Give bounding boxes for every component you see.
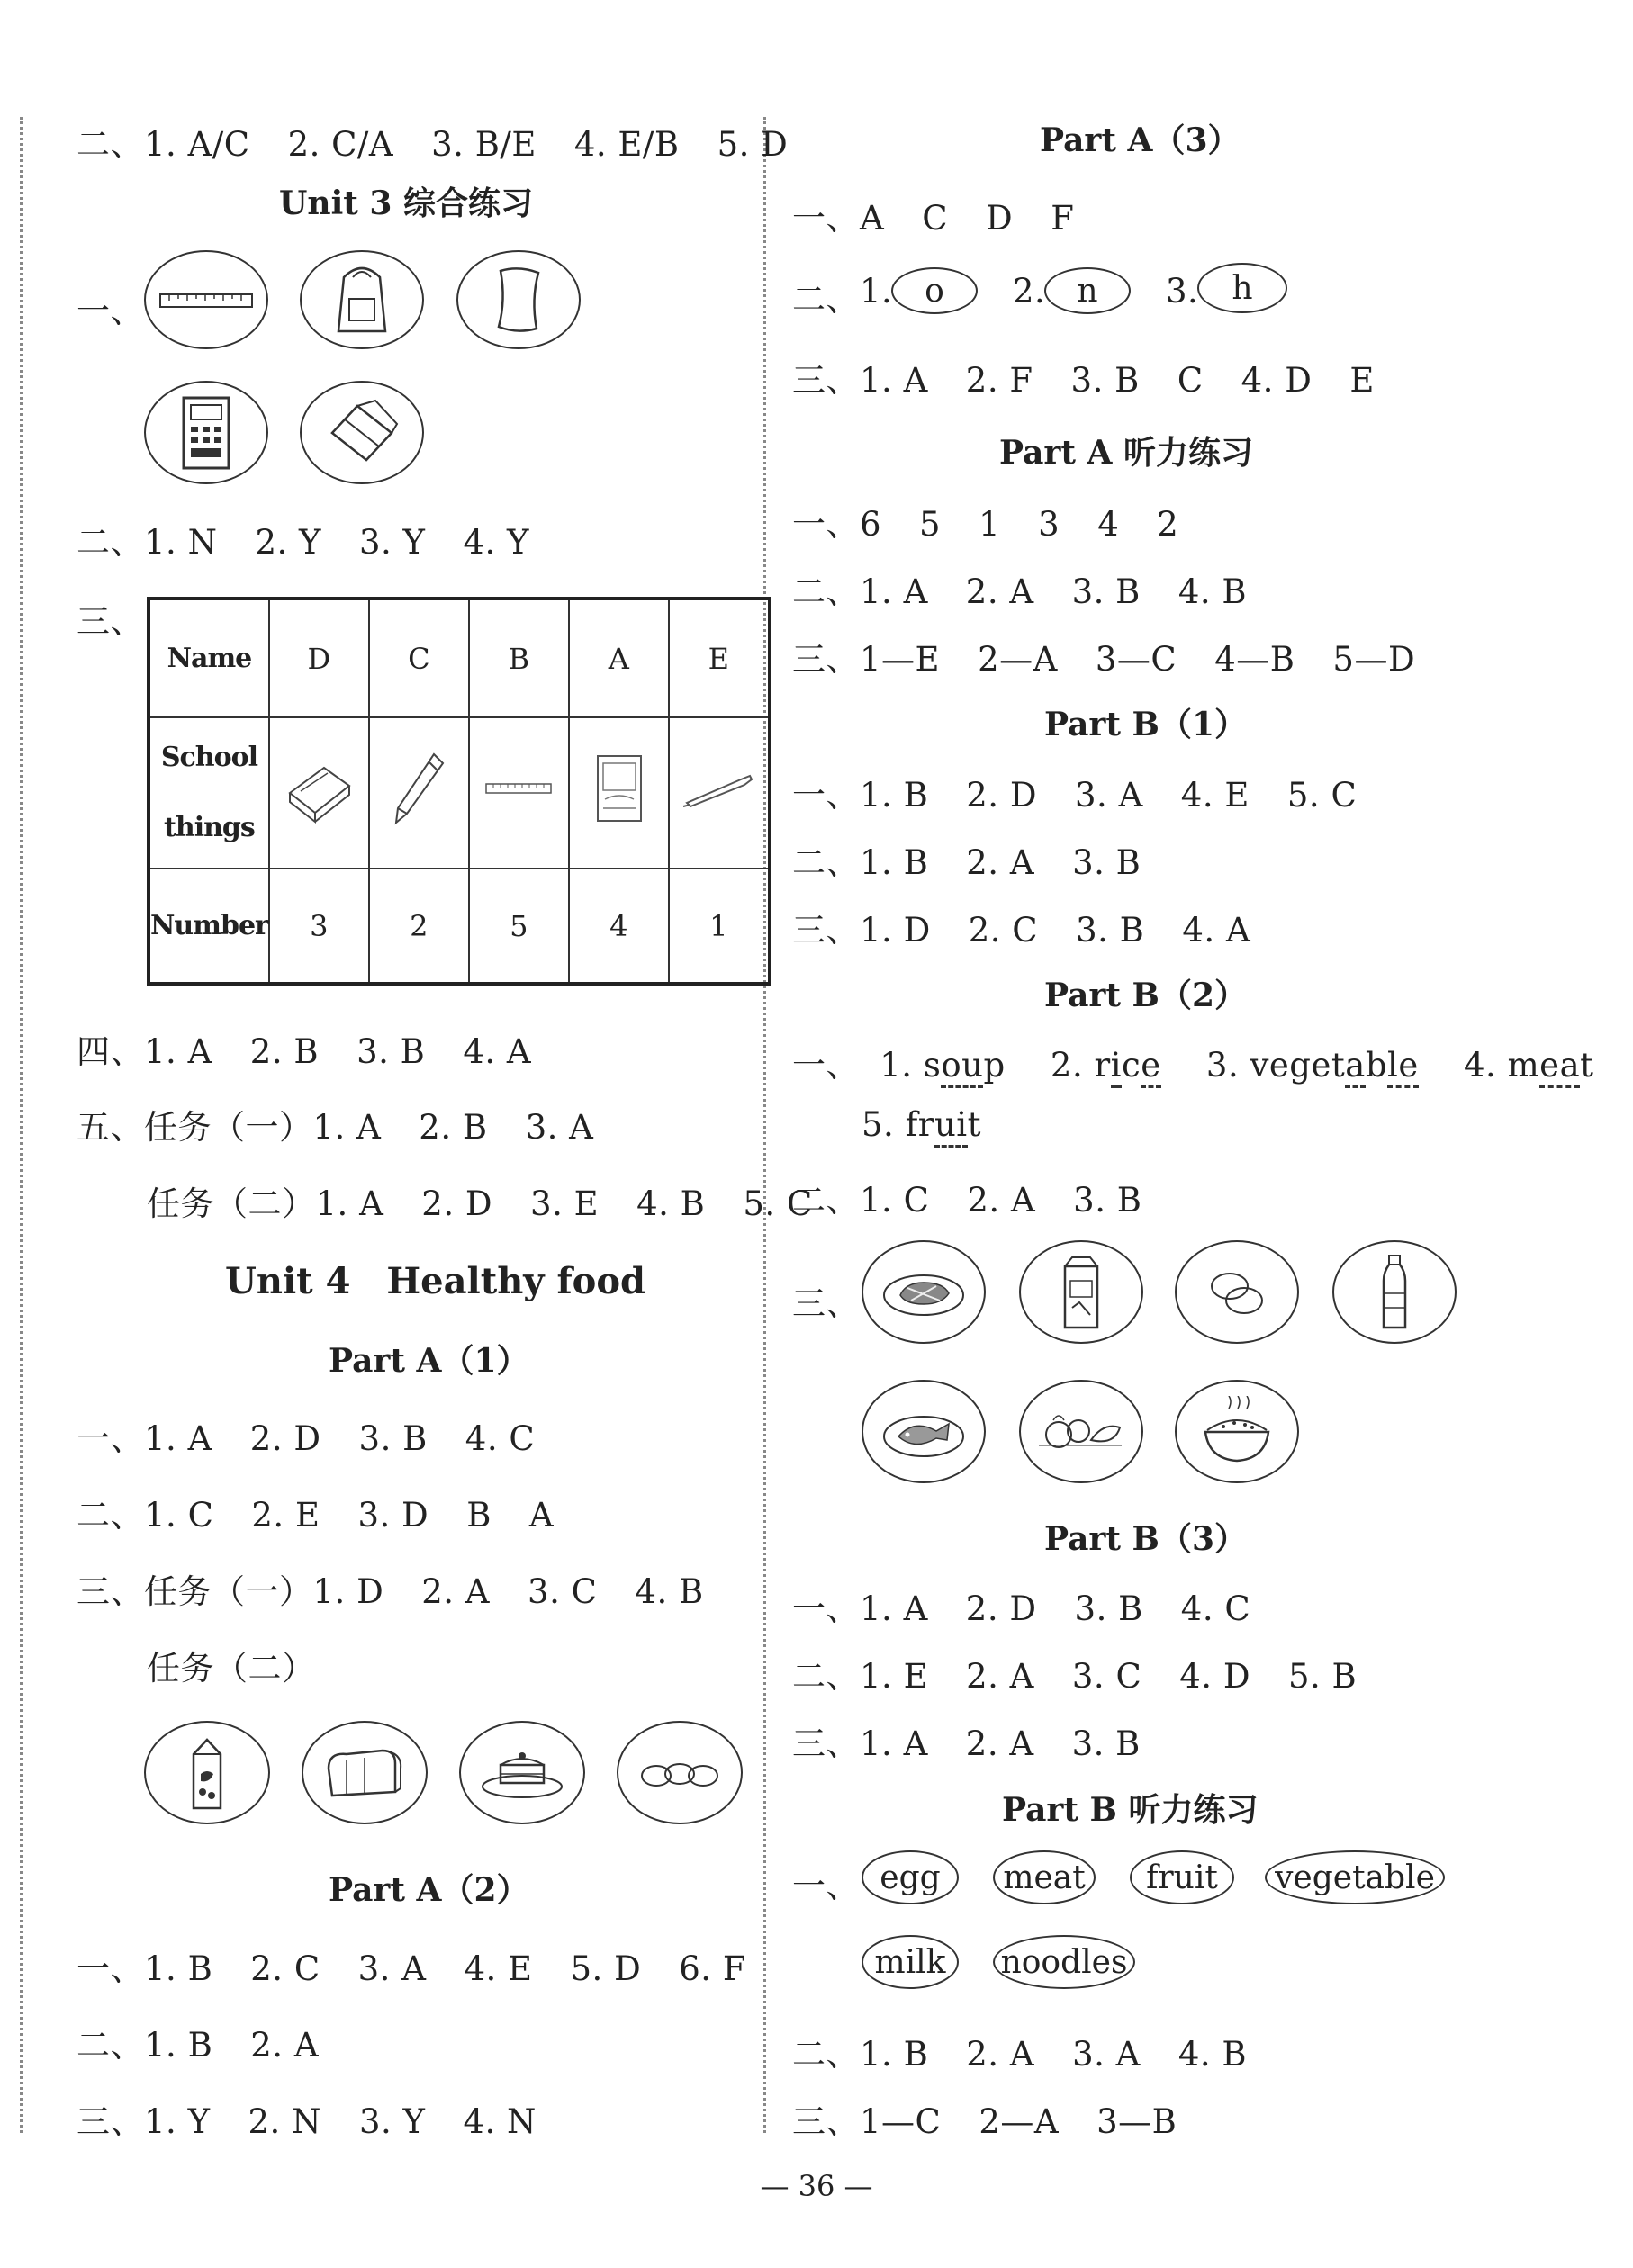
- section-title: Part B（3）: [1044, 1520, 1248, 1558]
- eggs-icon: [1175, 1240, 1299, 1344]
- answer-line: 三、1. D 2. C 3. B 4. A: [792, 911, 1251, 950]
- ruler-icon: [469, 717, 569, 868]
- answer-num: 2.: [1013, 272, 1046, 310]
- paper-icon: [456, 250, 581, 349]
- answer-line: 三、1—C 2—A 3—B: [792, 2102, 1177, 2141]
- answer-line: [862, 1105, 981, 1144]
- answer-line: 三、1—E 2—A 3—C 4—B 5—D: [792, 640, 1416, 679]
- section-title: Part B（2）: [1044, 976, 1248, 1014]
- word-vegetable: 3. vegetable: [1206, 1046, 1419, 1088]
- section-title: Part B（1）: [1044, 706, 1248, 743]
- word-oval-noodles: noodles: [993, 1935, 1135, 1989]
- letter-oval: n: [1044, 267, 1131, 314]
- question-label: 一、: [792, 1867, 860, 1905]
- answer-line: 二、1. E 2. A 3. C 4. D 5. B: [792, 1657, 1358, 1696]
- letter-oval: h: [1197, 263, 1287, 313]
- school-things-table: [147, 597, 771, 986]
- question-label: 三、: [77, 602, 144, 641]
- word-soup: 1. soup: [880, 1046, 1005, 1088]
- table-header: Number: [149, 868, 269, 984]
- answer-line: 一、6 5 1 3 4 2: [792, 505, 1179, 544]
- answer-line: 二、1. B 2. A: [77, 2026, 320, 2065]
- rice-bowl-icon: [1175, 1380, 1299, 1483]
- book-icon: [569, 717, 669, 868]
- answer-line: 一、1. B 2. C 3. A 4. E 5. D 6. F: [77, 1949, 746, 1988]
- word-oval-egg: egg: [862, 1850, 959, 1904]
- question-label: 二、: [792, 280, 860, 319]
- pen-icon: [669, 717, 770, 868]
- backpack-icon: [300, 250, 424, 349]
- section-title: Part A（3）: [1040, 122, 1241, 159]
- answer-line: 二、1. C 2. E 3. D B A: [77, 1496, 555, 1534]
- word-oval-fruit: fruit: [1130, 1850, 1234, 1904]
- answer-line: 三、1. A 2. A 3. B: [792, 1724, 1141, 1763]
- answer-num: 3.: [1166, 272, 1199, 310]
- cake-icon: [459, 1721, 585, 1824]
- pencil-box-icon: [269, 717, 369, 868]
- answer-line: 二、1. A 2. A 3. B 4. B: [792, 572, 1248, 611]
- answer-line: 三、1. A 2. F 3. B C 4. D E: [792, 361, 1375, 400]
- answer-line: 三、1. Y 2. N 3. Y 4. N: [77, 2102, 537, 2141]
- section-title: Part B 听力练习: [1002, 1791, 1259, 1829]
- eggs-icon: [617, 1721, 743, 1824]
- table-cell: 4: [569, 868, 669, 984]
- answer-line: 二、1. B 2. A 3. A 4. B: [792, 2035, 1248, 2074]
- pencil-icon: [369, 717, 469, 868]
- word-fruit: 5. fruit: [862, 1105, 981, 1148]
- page-number: — 36 —: [760, 2169, 873, 2203]
- calculator-icon: [144, 381, 268, 484]
- milk-box-icon: [1019, 1240, 1143, 1344]
- table-cell: A: [569, 598, 669, 717]
- table-cell: C: [369, 598, 469, 717]
- answer-line: 四、1. A 2. B 3. B 4. A: [77, 1032, 532, 1071]
- answer-num: 1.: [860, 272, 893, 310]
- table-cell: 1: [669, 868, 770, 984]
- word-oval-milk: milk: [862, 1935, 959, 1989]
- table-cell: D: [269, 598, 369, 717]
- answer-line: 一、1. B 2. D 3. A 4. E 5. C: [792, 776, 1358, 814]
- answer-line: 任务（二）: [147, 1649, 316, 1688]
- table-cell: E: [669, 598, 770, 717]
- word-meat: 4. meat: [1464, 1046, 1594, 1088]
- answer-line: 任务（二）1. A 2. D 3. E 4. B 5. C: [147, 1184, 813, 1223]
- table-cell: 3: [269, 868, 369, 984]
- left-margin-line: [20, 117, 23, 2133]
- answer-line: 一、A C D F: [792, 199, 1075, 238]
- table-header: Name: [149, 598, 269, 717]
- answer-line: 二、1. C 2. A 3. B: [792, 1181, 1142, 1220]
- bread-icon: [302, 1721, 428, 1824]
- vegetables-icon: [1019, 1380, 1143, 1483]
- unit-title: Unit 4 Healthy food: [225, 1260, 646, 1302]
- section-title: Unit 3 综合练习: [279, 184, 533, 222]
- answer-line: 二、1. N 2. Y 3. Y 4. Y: [77, 523, 529, 562]
- milk-carton-icon: [144, 1721, 270, 1824]
- word-rice: 2. rice: [1051, 1046, 1161, 1088]
- answer-line: 一、 1. soup 2. rice 3. vegetable 4. meat: [792, 1038, 1594, 1086]
- answer-line: 一、1. A 2. D 3. B 4. C: [792, 1589, 1251, 1628]
- table-header: School things: [149, 717, 269, 868]
- meat-plate-icon: [862, 1240, 986, 1344]
- answer-line: 二、1. A/C 2. C/A 3. B/E 4. E/B 5. D: [77, 125, 789, 164]
- letter-oval: o: [891, 267, 978, 314]
- section-title: Part A 听力练习: [999, 434, 1254, 472]
- column-divider: [763, 117, 766, 2133]
- eraser-icon: [300, 381, 424, 484]
- ruler-icon: [144, 250, 268, 349]
- fish-plate-icon: [862, 1380, 986, 1483]
- table-cell: 5: [469, 868, 569, 984]
- answer-line: 一、1. A 2. D 3. B 4. C: [77, 1419, 536, 1458]
- section-title: Part A（1）: [329, 1342, 529, 1380]
- answer-line: 二、1. B 2. A 3. B: [792, 843, 1141, 882]
- question-label: 一、: [77, 292, 144, 330]
- table-cell: B: [469, 598, 569, 717]
- word-oval-meat: meat: [993, 1850, 1096, 1904]
- section-title: Part A（2）: [329, 1871, 529, 1909]
- answer-line: 五、任务（一）1. A 2. B 3. A: [77, 1108, 594, 1147]
- question-label: 三、: [792, 1284, 860, 1323]
- answer-line: 三、任务（一）1. D 2. A 3. C 4. B: [77, 1572, 704, 1611]
- word-oval-vegetable: vegetable: [1265, 1850, 1445, 1904]
- water-bottle-icon: [1332, 1240, 1457, 1344]
- table-cell: 2: [369, 868, 469, 984]
